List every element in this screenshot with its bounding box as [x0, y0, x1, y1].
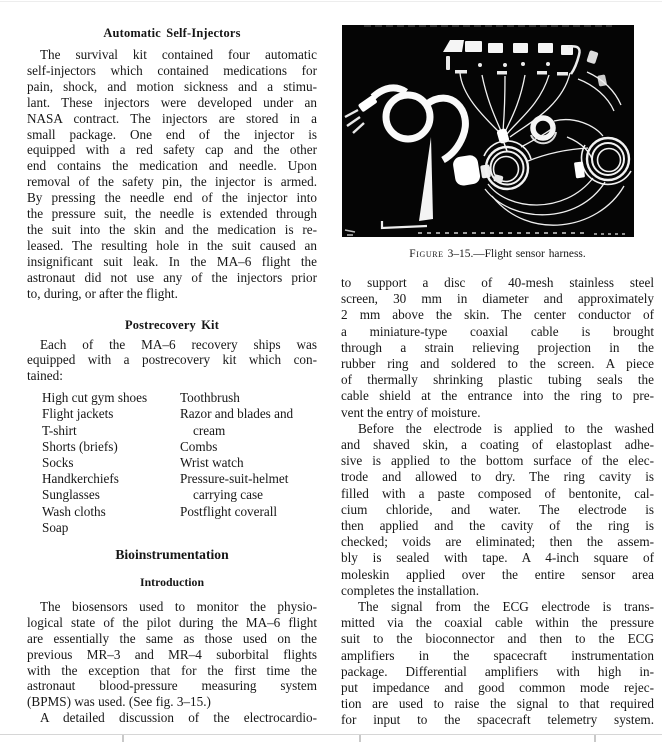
- kit-item: Soap: [42, 519, 69, 535]
- kit-list-row: [27, 520, 317, 536]
- scan-artifact-tick: [359, 735, 361, 742]
- heading-automatic-self-injectors: Automatic Self-Injectors: [103, 26, 241, 40]
- paragraph-ecg-discussion-partial: A detailed discussion of the electrocardio-: [40, 710, 317, 726]
- kit-item: High cut gym shoes: [42, 390, 148, 406]
- heading-bioinstrumentation: Bioinstrumentation: [115, 546, 229, 562]
- paragraph-postrecovery-intro: Each of the MA–6 recovery ships was equipped with a postrecovery kit which con- tained:: [27, 336, 317, 384]
- kit-list-row: [27, 455, 317, 471]
- kit-item: Postflight coverall: [180, 503, 278, 519]
- kit-list-row: [27, 487, 317, 503]
- kit-item: Combs: [180, 438, 218, 454]
- heading-introduction: Introduction: [139, 574, 205, 589]
- scan-artifact-tick: [594, 735, 596, 742]
- kit-item: T-shirt: [42, 422, 77, 438]
- left-column: [27, 0, 317, 726]
- kit-item: Pressure-suit-helmet: [180, 471, 289, 487]
- figure-caption-text: 3–15.—Flight sensor harness.: [447, 248, 586, 260]
- figure-caption: [341, 248, 654, 261]
- kit-item: Sunglasses: [42, 487, 100, 503]
- paragraph-ecg-signal: The signal from the ECG electrode is trans- mitted via the coaxial cable within the pressure suit to the bioconnector and then to the ECG amplifiers in the spacecraft instrumentation package. Differential amplifiers with high in- put impedance and good common mode rejec- tion are used to raise the signal to that required for input to the spacecraft telemetry system.: [341, 599, 654, 728]
- kit-item: Toothbrush: [180, 390, 240, 406]
- postrecovery-kit-list: [27, 390, 317, 536]
- scan-artifact-tick: [122, 735, 124, 742]
- kit-item: Shorts (briefs): [42, 438, 118, 454]
- kit-item: Wrist watch: [180, 454, 244, 470]
- paragraph-electrode-application: Before the electrode is applied to the washed and shaved skin, a coating of elastoplast adhe- sive is applied to the bottom surface of the elec- trode and allowed to dry. The ring cavity is filled with a paste composed of bentonite, cal- cium chloride, and water. The electrode is then applied and the cavity of the ring is checked; voids are eliminated; then the assem- bly is sealed with tape. A 4-inch square of moleskin applied over the entire sensor area completes the installation.: [341, 420, 654, 598]
- page-bottom-edge: [0, 734, 662, 735]
- kit-item: Flight jackets: [42, 406, 114, 422]
- paragraph-biosensors: The biosensors used to monitor the physio- logical state of the pilot during the MA–6 flight are essentially the same as those used on the previous MR–3 and MR–4 suborbital flights with the exception that for the first time the astronaut blood-pressure measuring system (BPMS) was used. (See fig. 3–15.): [27, 598, 317, 710]
- kit-item-continuation: cream: [193, 422, 226, 438]
- flight-sensor-harness-photo: [342, 25, 634, 237]
- paragraph-survival-kit: The survival kit contained four automatic self-injectors which contained medications for pain, shock, and motion sickness and a stimu- lant. These injectors were developed under an NASA contract. The injectors are stored in a small package. One end of the injector is equipped with a red safety cap and the other end contains the medication and needle. Upon removal of the safety pin, the injector is armed. By pressing the needle end of the injector into the pressure suit, the needle is extended through the suit into the skin and the medication is re- leased. The resulting hole in the suit caused an insignificant suit leak. In the MA–6 flight the astronaut did not use any of the injectors prior to, during, or after the flight.: [27, 47, 317, 301]
- kit-list-row: [27, 439, 317, 455]
- right-column: [341, 0, 654, 729]
- kit-list-row: [27, 423, 317, 439]
- figure-caption-label: Figure: [409, 248, 444, 260]
- kit-item: Handkerchiefs: [42, 471, 119, 487]
- kit-item-continuation: carrying case: [193, 487, 263, 503]
- flight-sensor-harness-figure: [342, 25, 634, 237]
- kit-list-row: [27, 390, 317, 406]
- kit-list-row: [27, 471, 317, 487]
- kit-list-row: [27, 406, 317, 422]
- heading-postrecovery-kit: Postrecovery Kit: [124, 317, 220, 332]
- kit-item: Socks: [42, 454, 74, 470]
- paragraph-electrode-screen: to support a disc of 40-mesh stainless steel screen, 30 mm in diameter and approximately 2 mm above the skin. The center conductor of a miniature-type coaxial cable is brought through a strain relieving projection in the rubber ring and soldered to the screen. A piece of thermally shrinking plastic tubing seals the cable shield at the entrance into the ring to pre- vent the entry of moisture.: [341, 275, 654, 420]
- kit-item: Razor and blades and: [180, 406, 294, 422]
- kit-item: Wash cloths: [42, 503, 106, 519]
- kit-list-row: [27, 504, 317, 520]
